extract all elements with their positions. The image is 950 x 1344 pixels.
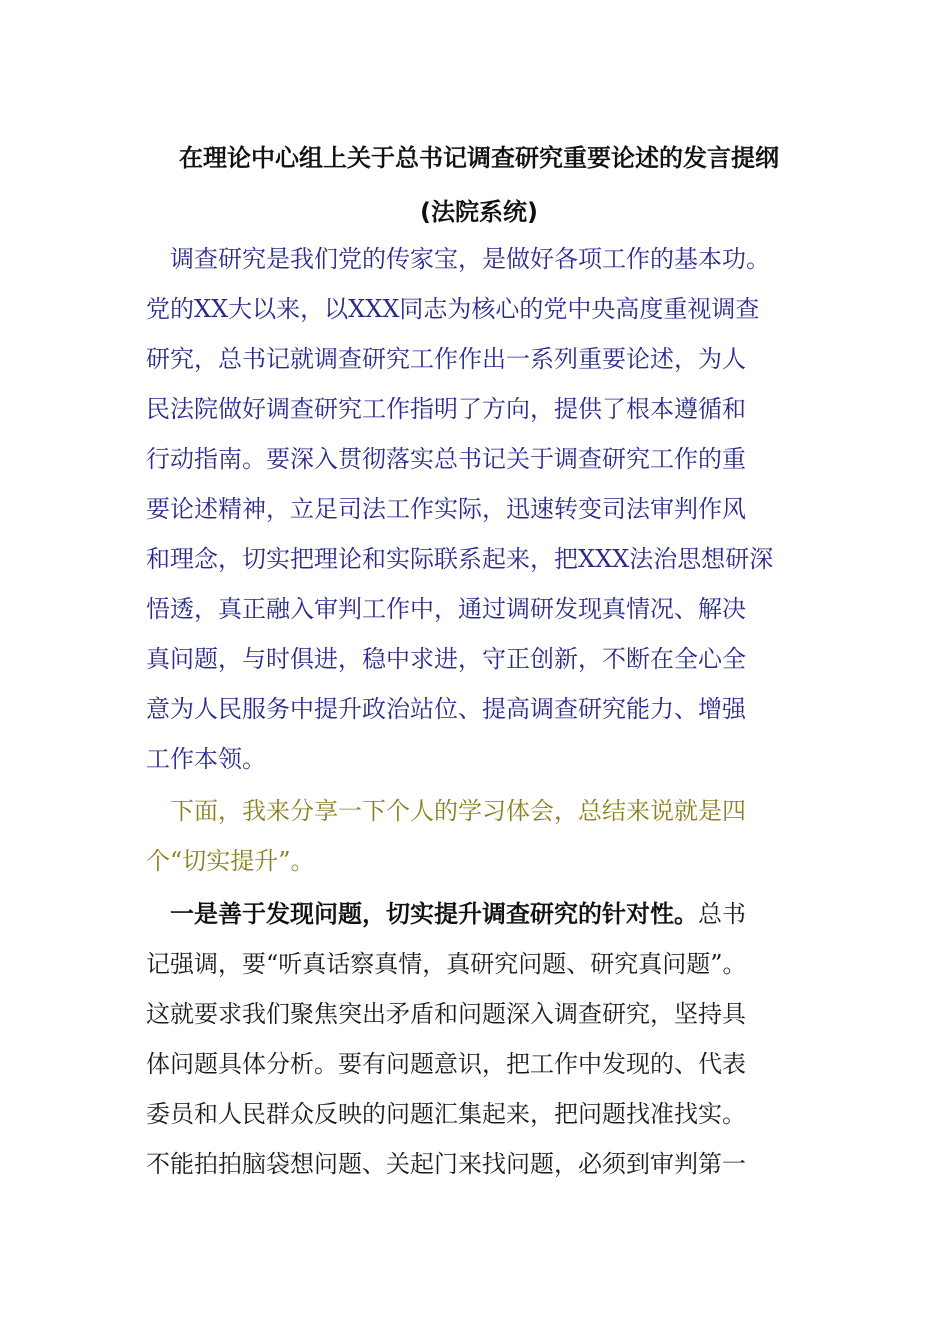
section-heading-tail: 总书 xyxy=(698,900,746,928)
paragraph-line: 体问题具体分析。要有问题意识，把工作中发现的、代表 xyxy=(146,1050,746,1078)
paragraph-line: 记强调，要“听真话察真情，真研究问题、研究真问题”。 xyxy=(146,950,747,978)
paragraph-line: 意为人民服务中提升政治站位、提高调查研究能力、增强 xyxy=(146,695,746,723)
paragraph-line: 研究，总书记就调查研究工作作出一系列重要论述，为人 xyxy=(146,345,746,373)
document-title: 在理论中心组上关于总书记调查研究重要论述的发言提纲 xyxy=(179,144,779,172)
section-heading-line xyxy=(146,899,746,929)
paragraph-line: 真问题，与时俱进，稳中求进，守正创新，不断在全心全 xyxy=(146,645,746,673)
paragraph-line: 下面，我来分享一下个人的学习体会，总结来说就是四 xyxy=(146,797,746,825)
paragraph-line: 不能拍拍脑袋想问题、关起门来找问题，必须到审判第一 xyxy=(146,1150,746,1178)
paragraph-line: 工作本领。 xyxy=(146,745,266,773)
paragraph-line: 党的XX大以来，以XXX同志为核心的党中央高度重视调查 xyxy=(146,295,760,323)
section-heading: 一是善于发现问题，切实提升调查研究的针对性。 xyxy=(146,900,698,928)
paragraph-line: 行动指南。要深入贯彻落实总书记关于调查研究工作的重 xyxy=(146,445,746,473)
paragraph-line: 这就要求我们聚焦突出矛盾和问题深入调查研究，坚持具 xyxy=(146,1000,746,1028)
document-subtitle: (法院系统) xyxy=(420,198,538,226)
paragraph-line: 个“切实提升”。 xyxy=(146,847,315,875)
paragraph-line: 和理念，切实把理论和实际联系起来，把XXX法治思想研深 xyxy=(146,545,774,573)
paragraph-line: 调查研究是我们党的传家宝，是做好各项工作的基本功。 xyxy=(146,245,770,273)
paragraph-line: 悟透，真正融入审判工作中，通过调研发现真情况、解决 xyxy=(146,595,746,623)
paragraph-line: 委员和人民群众反映的问题汇集起来，把问题找准找实。 xyxy=(146,1100,746,1128)
paragraph-line: 要论述精神，立足司法工作实际，迅速转变司法审判作风 xyxy=(146,495,746,523)
paragraph-line: 民法院做好调查研究工作指明了方向，提供了根本遵循和 xyxy=(146,395,746,423)
